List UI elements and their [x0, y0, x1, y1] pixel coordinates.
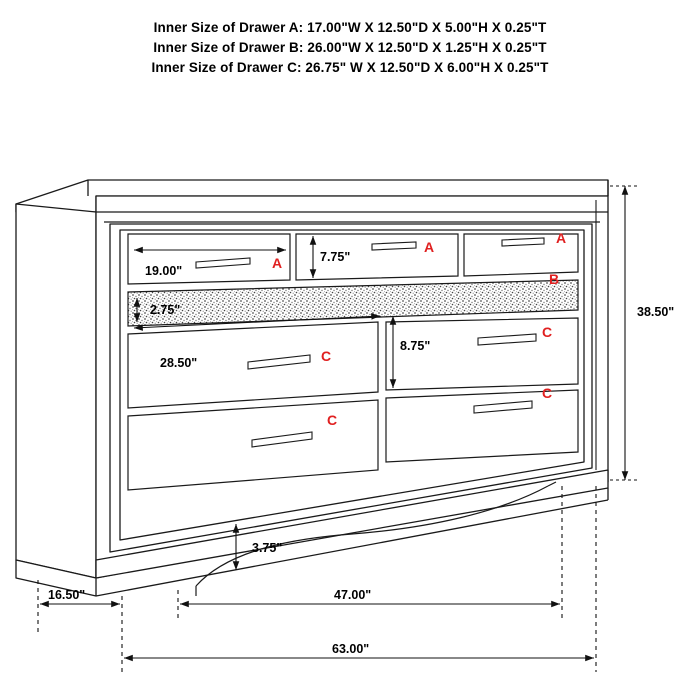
- spec-line-drawer-a: Inner Size of Drawer A: 17.00"W X 12.50"D X 5.00"H X 0.25"T: [153, 20, 547, 35]
- dim-depth: 16.50": [48, 588, 86, 602]
- dim-overall-height: 38.50": [637, 305, 675, 319]
- spec-line-drawer-b: Inner Size of Drawer B: 26.00"W X 12.50"D X 1.25"H X 0.25"T: [153, 40, 547, 55]
- dim-width-lower-drawer: 28.50": [160, 356, 198, 370]
- label-drawer-c-right-upper: C: [542, 324, 553, 340]
- dim-overall-width: 63.00": [332, 642, 370, 656]
- dim-foot-clearance: 3.75": [252, 541, 283, 555]
- spec-line-drawer-c: Inner Size of Drawer C: 26.75" W X 12.50"D X 6.00"H X 0.25"T: [151, 60, 549, 75]
- dim-height-top-drawer: 7.75": [320, 250, 351, 264]
- label-drawer-c-right-lower: C: [542, 385, 553, 401]
- dim-height-jewel-drawer: 2.75": [150, 303, 181, 317]
- label-drawer-a-mid: A: [424, 239, 435, 255]
- label-drawer-c-left-lower: C: [327, 412, 338, 428]
- dim-width-top-drawer: 19.00": [145, 264, 183, 278]
- dim-height-lower-drawer: 8.75": [400, 339, 431, 353]
- label-drawer-a-right: A: [556, 230, 567, 246]
- dim-inner-width: 47.00": [334, 588, 372, 602]
- label-drawer-c-left-upper: C: [321, 348, 332, 364]
- label-drawer-b: B: [549, 271, 560, 287]
- label-drawer-a-left: A: [272, 255, 283, 271]
